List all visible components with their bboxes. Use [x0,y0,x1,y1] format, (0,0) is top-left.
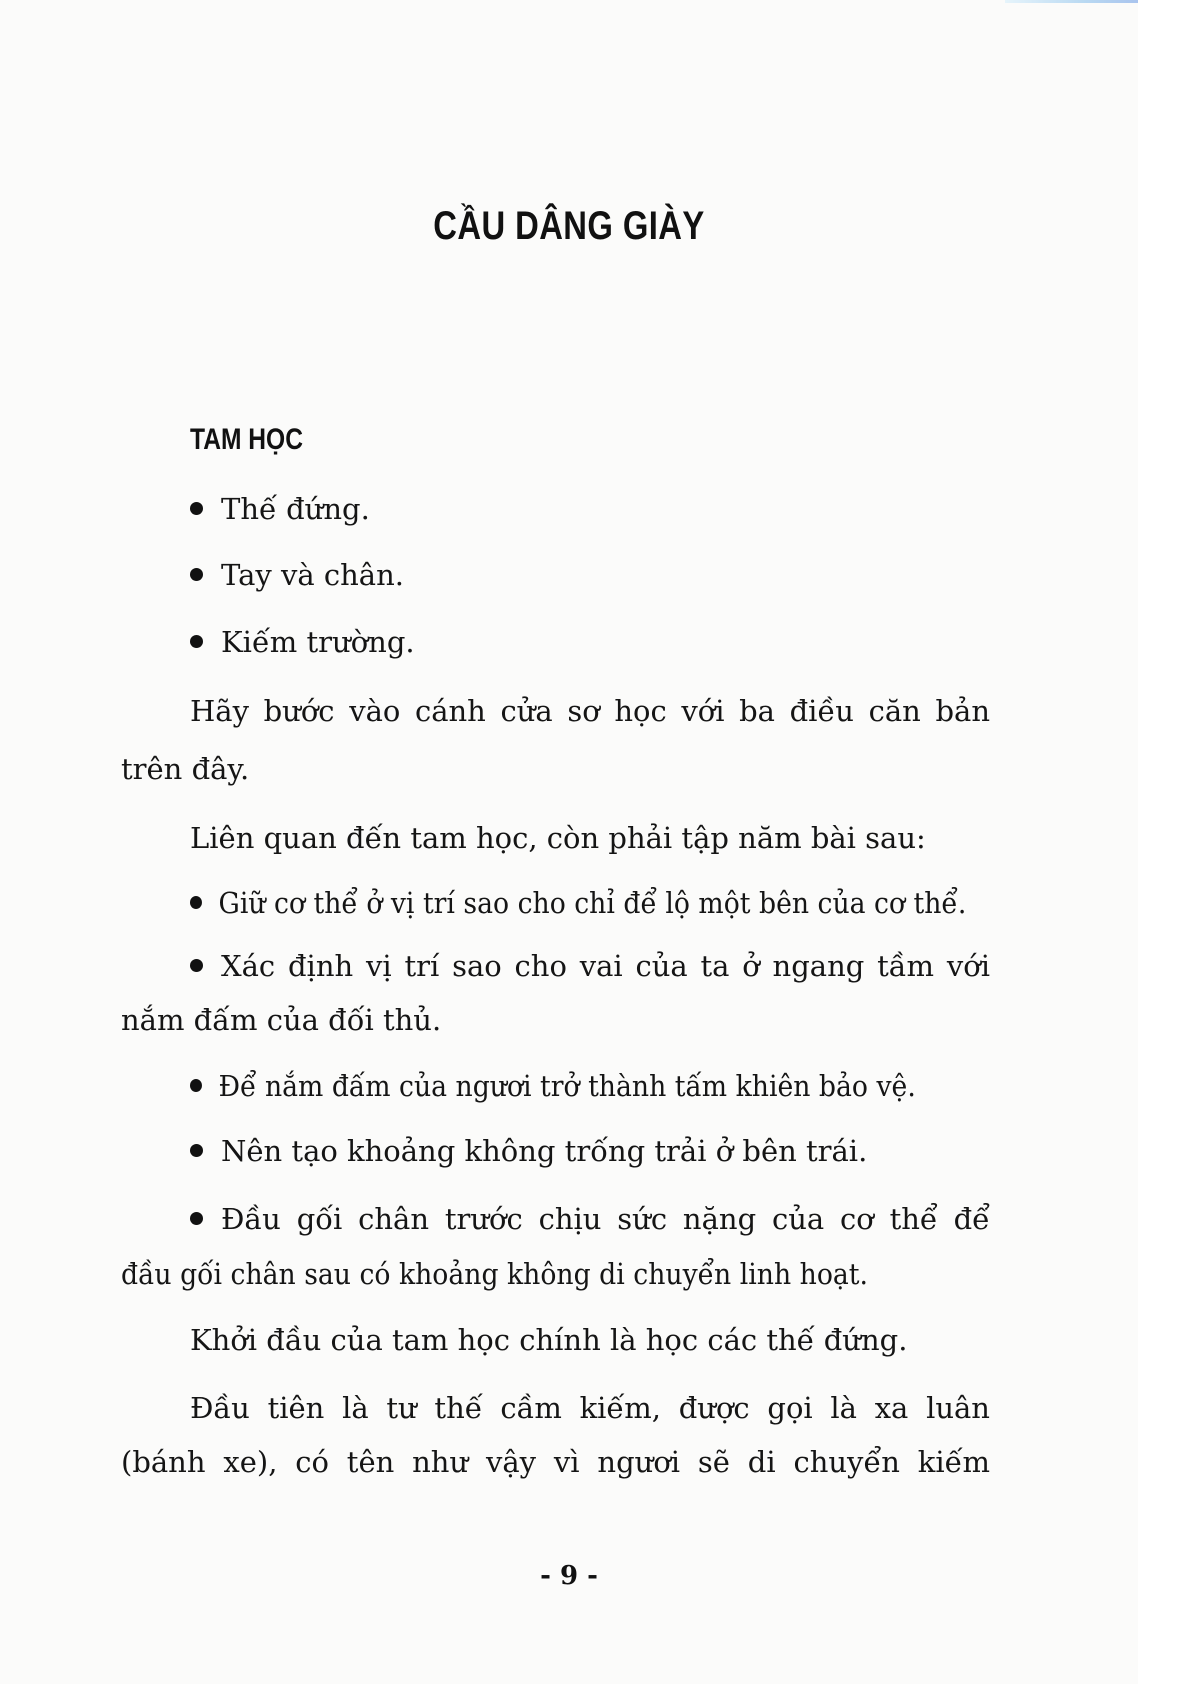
paragraph-line: Hãy bước vào cánh cửa sơ học với ba điều căn bản [190,694,990,728]
bullet-icon [190,502,203,515]
paragraph-line: Đầu tiên là tư thế cầm kiếm, được gọi là xa luân [190,1391,990,1425]
bullet-text: Kiếm trường. [221,625,415,659]
bullet-item [190,491,370,527]
scan-artifact [1005,0,1138,3]
bullet-text: Giữ cơ thể ở vị trí sao cho chỉ để lộ một bên của cơ thể. [218,886,967,920]
bullet-item [190,885,966,921]
bullet-icon [190,1212,203,1225]
paragraph-line: trên đây. [121,752,250,786]
bullet-item [190,1068,916,1104]
bullet-text: Đầu gối chân trước chịu sức nặng của cơ thể để [221,1202,990,1236]
bullet-item [190,1201,990,1237]
bullet-icon [190,1144,203,1157]
bullet-text: Để nắm đấm của ngươi trở thành tấm khiên bảo vệ. [218,1069,916,1103]
bullet-item [190,1133,867,1169]
bullet-text: Nên tạo khoảng không trống trải ở bên trái. [221,1134,868,1168]
paragraph-line: (bánh xe), có tên như vậy vì ngươi sẽ di chuyển kiếm [121,1445,990,1479]
page-number: - 9 - [540,1561,598,1591]
bullet-text: Xác định vị trí sao cho vai của ta ở ngang tầm với [221,949,990,983]
bullet-icon [190,896,202,909]
paragraph-line: Khởi đầu của tam học chính là học các thế đứng. [190,1323,908,1357]
bullet-item [190,624,415,660]
bullet-icon [190,635,203,648]
bullet-text: Thế đứng. [221,492,370,526]
chapter-title: CẦU DÂNG GIÀY [433,204,705,248]
bullet-text: Tay và chân. [221,558,404,592]
section-heading: TAM HỌC [190,423,303,456]
paragraph-line: nắm đấm của đối thủ. [121,1003,442,1037]
paragraph-line: Liên quan đến tam học, còn phải tập năm bài sau: [190,821,926,855]
bullet-item [190,557,404,593]
bullet-icon [190,1079,202,1092]
bullet-icon [190,568,203,581]
bullet-icon [190,959,203,972]
paragraph-line: đầu gối chân sau có khoảng không di chuyển linh hoạt. [121,1257,868,1291]
bullet-item [190,948,990,984]
